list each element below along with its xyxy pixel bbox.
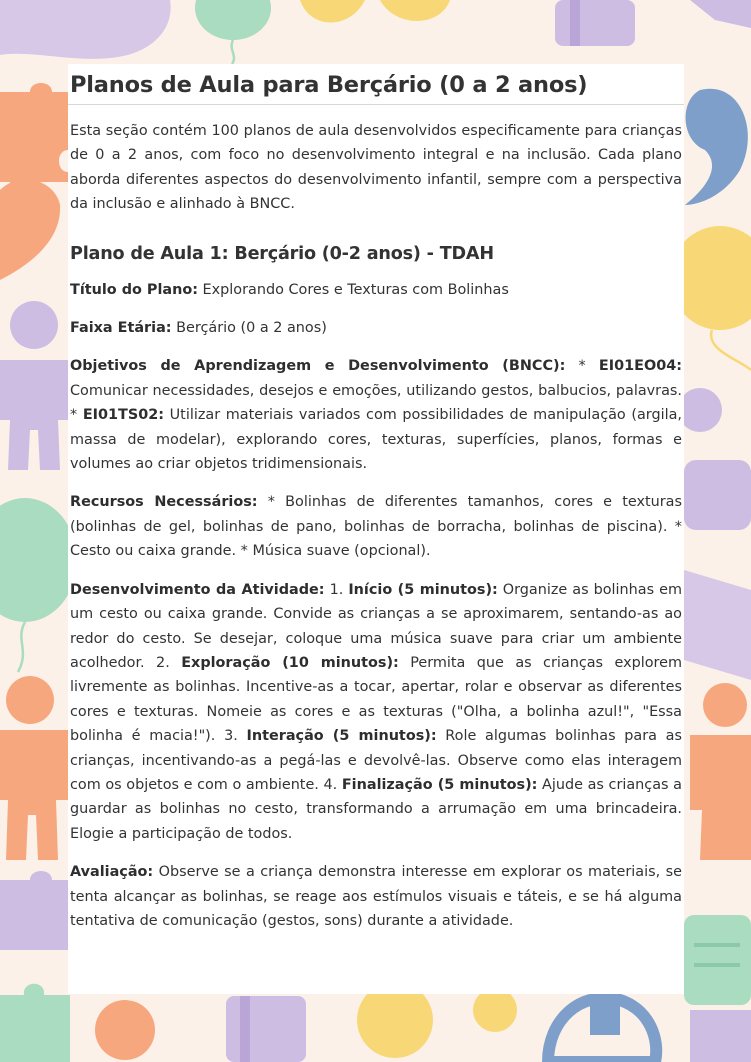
orange-puzzle-shape [0,83,68,191]
green-balloon-shape [195,0,271,40]
balloon-left-string-shape [18,622,25,672]
age-range-value: Berçário (0 a 2 anos) [171,320,327,337]
step-3-text: Role algumas bolinhas para as crianças, incentivando-as a pegá-las e devolvê-las. Observe como elas interagem com os objetos e com o ambiente. 4. [70,728,682,793]
evaluation-field [70,860,682,933]
step-2-text: Permita que as crianças explorem livremente as bolinhas. Incentive-as a tocar, apertar, rolar e observar as diferentes cores e texturas. Nomeie as cores e as texturas ("Olha, a bolinha azul!", "Essa bolinha é macia!"). 3. [70,654,683,745]
green-note-shape [684,915,751,1005]
book-bottom-spine-shape [240,996,250,1062]
objective-text-2: Utilizar materiais variados com possibilidades de manipulação (argila, massa de modelar), explorando cores, texturas, superfícies, planos, formas e volumes ao criar objetos tridimensionais. [70,407,682,473]
activity-development-label: Desenvolvimento da Atividade: [70,581,325,598]
orange-heart-shape [0,179,60,280]
purple-person-body-shape [0,360,68,470]
resources-value: * Bolinhas de diferentes tamanhos, cores e texturas (bolinhas de gel, bolinhas de pano, bolinhas de borracha, bolinhas de piscina). * Cesto ou caixa grande. * Música suave (opcional). [70,494,682,560]
plan-title-value: Explorando Cores e Texturas com Bolinhas [197,281,509,298]
purple-book-bottom-shape [226,996,306,1062]
age-range-label: Faixa Etária: [70,320,172,337]
yellow-arc-shape [300,0,365,23]
purple-person-head-shape [10,301,58,349]
activity-development-field [70,578,682,846]
step-4-label: Finalização (5 minutos): [341,776,538,793]
yellow-dot-shape [473,988,517,1032]
yellow-arc-shape-2 [380,0,450,21]
objectives-prefix: * [565,358,599,375]
orange-person-right-body-shape [690,735,751,860]
orange-circle-shape [95,1000,155,1060]
purple-circle-right-shape [678,388,722,432]
intro-paragraph: Esta seção contém 100 planos de aula desenvolvidos especificamente para crianças de 0 a 2 anos, com foco no desenvolvimento integral e na inclusão. Cada plano aborda diferentes aspectos do desenvolvimento infantil, sempre com a perspectiva da inclusão e alinhado à BNCC. [70,123,682,213]
step-3-label: Interação (5 minutos): [246,728,437,745]
orange-person-head-shape [6,676,54,724]
objectives-label: Objetivos de Aprendizagem e Desenvolvimento (BNCC): [70,358,566,375]
plan-title-label: Título do Plano: [70,281,198,298]
green-balloon-left-shape [0,498,77,622]
plan-heading: Plano de Aula 1: Berçário (0-2 anos) - TDAH [70,243,494,264]
purple-chat-bubble-shape [684,460,751,530]
step-1-label: Início (5 minutos): [348,581,498,598]
resources-label: Recursos Necessários: [70,494,258,511]
evaluation-label: Avaliação: [70,864,154,881]
objectives-field [70,354,682,476]
lesson-plan-document [68,64,684,994]
blue-comma-shape [685,89,748,205]
age-range-field [70,316,682,340]
resources-field [70,490,682,563]
purple-cloud-shape [0,0,171,59]
purple-book-shape [555,0,635,46]
purple-shape-bottom-right [690,1010,751,1062]
book-spine-shape [570,0,580,46]
purple-puzzle-shape [0,871,68,950]
objective-code-2: EI01TS02: [82,407,165,424]
step-2-label: Exploração (10 minutos): [181,654,399,671]
evaluation-value: Observe se a criança demonstra interesse em explorar os materiais, se tenta alcançar as bolinhas, se reage aos estímulos visuais e táteis, e se há alguma tentativa de comunicação (gestos, sons) durante a atividade. [70,864,682,929]
plan-title-field [70,278,682,302]
balloon-string-shape [232,40,234,64]
page-title: Planos de Aula para Berçário (0 a 2 anos) [68,64,684,105]
objective-code-1: EI01EO04: [598,358,682,375]
objective-text-1: Comunicar necessidades, desejos e emoções, utilizando gestos, balbucios, palavras. * [70,382,682,424]
green-puzzle-shape [0,984,70,1062]
orange-person-right-head-shape [703,683,747,727]
orange-person-body-shape [0,730,68,860]
purple-book-right-shape [684,570,751,680]
balloon-right-string-shape [711,330,751,370]
blue-wheelchair-seat-shape [590,995,620,1035]
purple-tag-shape [690,0,751,28]
step-number-1: 1. [324,581,349,598]
step-1-text: Organize as bolinhas em um cesto ou caixa grande. Convide as crianças a se aproximarem, sentando-as ao redor do cesto. Se desejar, coloque uma música suave para criar um ambiente acolhedor. 2. [70,581,682,671]
step-4-text: Ajude as crianças a guardar as bolinhas no cesto, transformando a arrumação em uma brincadeira. Elogie a participação de todos. [70,776,682,842]
